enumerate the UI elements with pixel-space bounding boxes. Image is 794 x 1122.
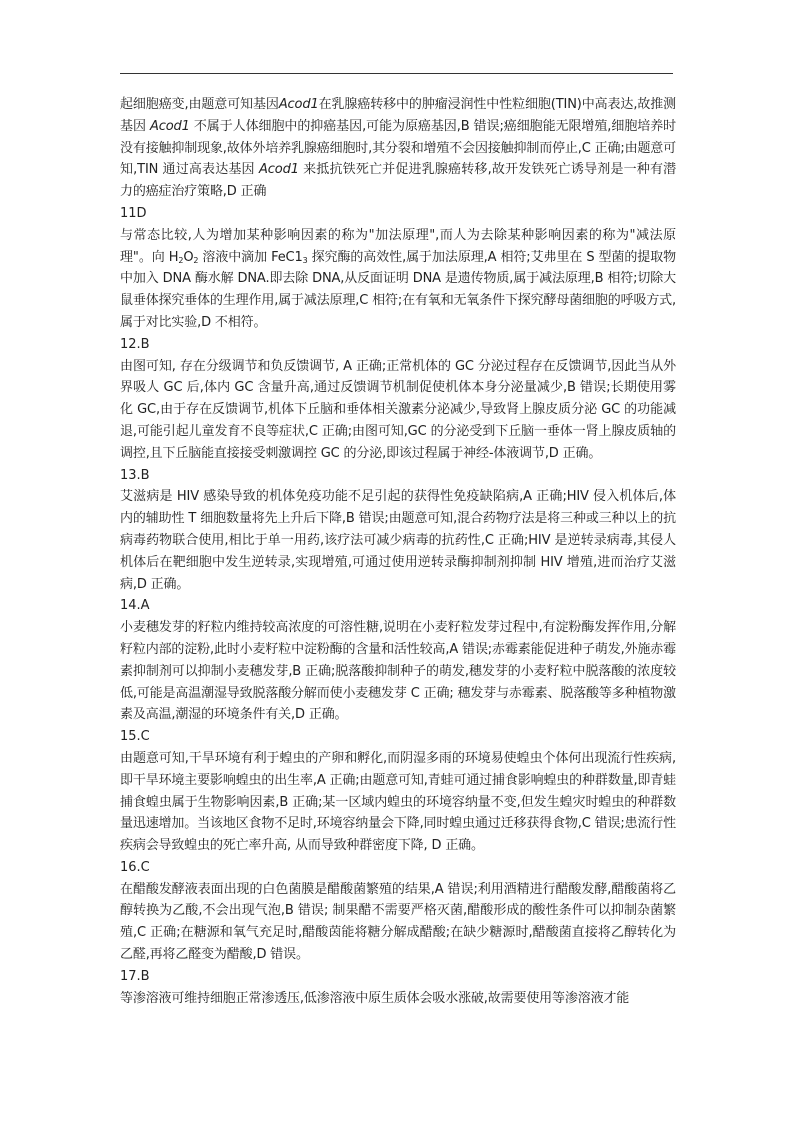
answer-key-16: 16.C	[120, 859, 150, 875]
subscript: 3	[302, 255, 308, 265]
answer-key-11: 11D	[120, 205, 147, 221]
text-run: 不属于人体细胞中的抑癌基因,可能为原癌基因,B 错误;癌细胞能无限增殖,细胞培养时没有接触抑制现象,故体外培养乳腺癌细胞时,其分裂和增殖不会因接触抑制而停止,C 正确;由题意可知,TIN 通过高表达基因	[120, 118, 676, 178]
explanation-paragraph-12	[120, 356, 676, 465]
answer-key-15: 15.C	[120, 729, 150, 745]
answer-key-12: 12.B	[120, 336, 150, 352]
explanation-paragraph-17	[120, 988, 676, 1010]
explanation-paragraph-cont	[120, 94, 676, 203]
text-run: 与常态比较,人为增加某种影响因素的称为"加法原理",而人为去除某种影响因素的称为"减法原理"。向 H	[120, 227, 676, 265]
explanation-paragraph-16	[120, 879, 676, 966]
explanation-paragraph-11	[120, 225, 676, 334]
text-run: 由题意可知,干旱环境有利于蝗虫的产卵和孵化,而阴湿多雨的环境易使蝗虫个体何出现流行性疾病,即干旱环境主要影响蝗虫的出生率,A 正确;由题意可知,青蛙可通过捕食影响蝗虫的种群数量,即青蛙捕食蝗虫属于生物影响因素,B 正确;某一区域内蝗虫的环境容纳量不变,但发生蝗灾时蝗虫的种群数量迅速增加。当该地区食物不足时,环境容纳量会下降,同时蝗虫通过迁移获得食物,C 错误;患流行性疾病会导致蝗虫的死亡率升高, 从而导致种群密度下降, D 正确。	[120, 750, 676, 854]
subscript: 2	[193, 255, 199, 265]
subscript: 2	[178, 255, 184, 265]
answer-key-14: 14.A	[120, 598, 150, 614]
explanation-paragraph-15	[120, 748, 676, 857]
text-run: 由图可知, 存在分级调节和负反馈调节, A 正确;正常机体的 GC 分泌过程存在反馈调节,因此当从外界吸人 GC 后,体内 GC 含量升高,通过反馈调节机制促使机体本身分泌量减少,B 错误;长期使用雾化 GC,由于存在反馈调节,机体下丘脑和垂体相关激素分泌减少,导致肾上腺皮质分泌 GC 的功能减退,可能引起儿童发育不良等症状,C 正确;由图可知,GC 的分泌受到下丘脑一垂体一肾上腺皮质轴的调控,且下丘脑能直接接受刺激调控 GC 的分泌,即该过程属于神经-体液调节,D 正确。	[120, 358, 676, 461]
explanation-paragraph-13	[120, 486, 676, 595]
text-run: 等渗溶液可维持细胞正常渗透压,低渗溶液中原生质体会吸水涨破,故需要使用等渗溶液才能	[120, 990, 630, 1006]
gene-name: Acod1	[259, 162, 299, 178]
answer-key-13: 13.B	[120, 467, 150, 483]
text-run: 小麦穗发芽的籽粒内维持较高浓度的可溶性糖,说明在小麦籽粒发芽过程中,有淀粉酶发挥作用,分解籽粒内部的淀粉,此时小麦籽粒中淀粉酶的含量和活性较高,A 错误;赤霉素能促进种子萌发,外施赤霉素抑制剂可以抑制小麦穗发芽,B 正确;脱落酸抑制种子的萌发,穗发芽的小麦籽粒中脱落酸的浓度较低,可能是高温潮湿导致脱落酸分解而使小麦穗发芽 C 正确; 穗发芽与赤霉素、脱落酸等多种植物激素及高温,潮湿的环境条件有关,D 正确。	[120, 620, 676, 723]
text-run: 在乳腺癌转移中的肿瘤浸润性中性粒细胞(TIN)中高表达,故推测基因	[120, 97, 676, 134]
text-run: 溶液中滴加 FeC1	[198, 249, 303, 265]
text-run: O	[183, 249, 194, 265]
answer-key-17: 17.B	[120, 968, 150, 984]
text-run: 探究酶的高效性,属于加法原理,A 相符;艾弗里在 S 型菌的提取物中加入 DNA 酶水解 DNA.即去除 DNA,从反面证明 DNA 是遗传物质,属于减法原理,B 相符;切除大鼠垂体探究垂体的生理作用,属于减法原理,C 相符;在有氧和无氧条件下探究酵母菌细胞的呼吸方式,属于对比实验,D 不相符。	[120, 249, 676, 330]
gene-name: Acod1	[278, 97, 319, 112]
text-run: 来抵抗铁死亡并促进乳腺癌转移,故开发铁死亡诱导剂是一种有潜力的癌症治疗策略,D 正确	[120, 162, 677, 200]
text-run: 起细胞癌变,由题意可知基因	[120, 97, 279, 112]
answer-explanations	[120, 94, 676, 1009]
text-run: 艾滋病是 HIV 感染导致的机体免疫功能不足引起的获得性免疫缺陷病,A 正确;HIV 侵入机体后,体内的辅助性 T 细胞数量将先上升后下降,B 错误;由题意可知,混合药物疗法是将三种或三种以上的抗病毒药物联合使用,相比于单一用药,该疗法可减少病毒的抗药性,C 正确;HIV 是逆转录病毒,其侵人机体后在靶细胞中发生逆转录,实现增殖,可通过使用逆转录酶抑制剂抑制 HIV 增殖,进而治疗艾滋病,D 正确。	[120, 489, 676, 592]
gene-name: Acod1	[149, 118, 190, 134]
explanation-paragraph-14	[120, 617, 676, 726]
header-rule	[120, 73, 673, 74]
text-run: 在醋酸发酵液表面出现的白色菌膜是醋酸菌繁殖的结果,A 错误;利用酒精进行醋酸发酵,醋酸菌将乙醇转换为乙酸,不会出现气泡,B 错误; 制果醋不需要严格灭菌,醋酸形成的酸性条件可以抑制杂菌繁殖,C 正确;在糖源和氧气充足时,醋酸茵能将糖分解成醋酸;在缺少糖源时,醋酸菌直接将乙醇转化为乙醛,再将乙醛变为醋酸,D 错误。	[120, 881, 676, 963]
